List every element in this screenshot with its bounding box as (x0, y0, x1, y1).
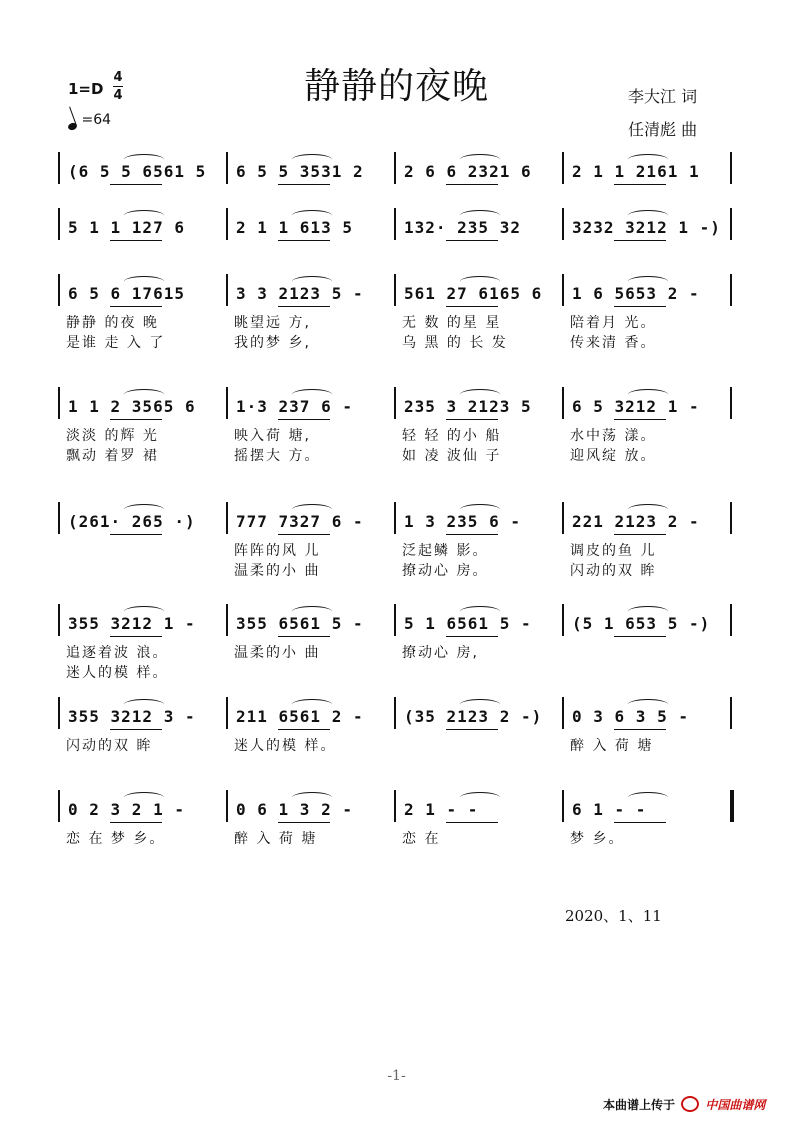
barline (562, 697, 564, 729)
slur-arc (124, 504, 164, 515)
beam-line (278, 184, 330, 185)
slur-arc (124, 210, 164, 221)
notes-row (60, 612, 732, 636)
lyric-text: 迎风绽 放。 (570, 448, 657, 464)
barline (394, 387, 396, 419)
measure: 0 2 3 2 1 - (68, 800, 185, 819)
slur-arc (292, 504, 332, 515)
measure: 777 7327 6 - (236, 512, 364, 531)
tempo-value: 64 (93, 112, 112, 128)
barline (58, 697, 60, 729)
beam-line (278, 636, 330, 637)
beam-line (446, 729, 498, 730)
lyric-text: 调皮的鱼 儿 (570, 543, 657, 559)
barline (562, 604, 564, 636)
slur-arc (628, 276, 668, 287)
lyric-text: 泛起鳞 影。 (402, 543, 489, 559)
slur-arc (460, 699, 500, 710)
lyric-text: 迷人的模 样。 (66, 665, 169, 681)
beam-line (446, 184, 498, 185)
barline (58, 790, 60, 822)
time-signature-top: 4 (113, 70, 123, 85)
slur-arc (124, 699, 164, 710)
measure: 355 6561 5 - (236, 614, 364, 633)
measure: 211 6561 2 - (236, 707, 364, 726)
beam-line (446, 306, 498, 307)
barline (730, 502, 732, 534)
measure: 6 5 6 17615 (68, 284, 185, 303)
notes-row (60, 510, 732, 534)
measure: 1·3 237 6 - (236, 397, 353, 416)
measure: 0 6 1 3 2 - (236, 800, 353, 819)
beam-line (446, 822, 498, 823)
barline (730, 604, 732, 636)
slur-arc (124, 792, 164, 803)
beam-line (278, 822, 330, 823)
lyric-text: 迷人的模 样。 (234, 738, 337, 754)
slur-arc (628, 154, 668, 165)
upload-label: 本曲谱上传于 (603, 1098, 676, 1112)
beam-line (278, 534, 330, 535)
lyric-text: 无 数 的星 星 (402, 315, 502, 331)
barline (226, 274, 228, 306)
composer-credit: 任清彪 曲 (628, 120, 698, 139)
notes-row (60, 160, 732, 184)
upload-credit (603, 1096, 765, 1113)
slur-arc (460, 504, 500, 515)
slur-arc (124, 606, 164, 617)
beam-line (614, 822, 666, 823)
beam-line (110, 240, 162, 241)
slur-arc (292, 154, 332, 165)
lyric-text: 静静 的夜 晚 (66, 315, 159, 331)
measure: 2 1 1 2161 1 (572, 162, 700, 181)
lyric-text: 梦 乡。 (570, 831, 625, 847)
slur-arc (292, 792, 332, 803)
beam-line (278, 306, 330, 307)
lyric-text: 是谁 走 入 了 (66, 335, 166, 351)
measure: 6 5 5 3531 2 (236, 162, 364, 181)
tempo-marking (68, 112, 111, 130)
lyric-text: 撩动心 房。 (402, 563, 489, 579)
lyric-text: 轻 轻 的小 船 (402, 428, 502, 444)
lyric-text: 醉 入 荷 塘 (570, 738, 654, 754)
slur-arc (628, 389, 668, 400)
barline (562, 152, 564, 184)
slur-arc (460, 210, 500, 221)
song-title: 静静的夜晚 (303, 66, 489, 107)
slur-arc (460, 154, 500, 165)
lyric-text: 阵阵的风 儿 (234, 543, 321, 559)
lyric-text: 恋 在 梦 乡。 (66, 831, 166, 847)
lyric-text: 水中荡 漾。 (570, 428, 657, 444)
measure: 5 1 6561 5 - (404, 614, 532, 633)
barline (730, 274, 732, 306)
measure: 355 3212 3 - (68, 707, 196, 726)
measure: (6 5 5 6561 5 (68, 162, 207, 181)
beam-line (446, 534, 498, 535)
beam-line (110, 729, 162, 730)
time-signature-bottom: 4 (113, 88, 123, 103)
measure: 221 2123 2 - (572, 512, 700, 531)
beam-line (110, 419, 162, 420)
slur-arc (292, 606, 332, 617)
barline (394, 208, 396, 240)
measure: 3 3 2123 5 - (236, 284, 364, 303)
barline (562, 208, 564, 240)
lyric-text: 传来清 香。 (570, 335, 657, 351)
lyric-text: 眺望远 方, (234, 315, 311, 331)
measure: 2 1 1 613 5 (236, 218, 353, 237)
measure: 132· 235 32 (404, 218, 521, 237)
site-logo-icon (681, 1096, 699, 1112)
beam-line (278, 729, 330, 730)
beam-line (110, 184, 162, 185)
date-stamp: 2020、1、11 (565, 907, 662, 925)
notes-row (60, 282, 732, 306)
barline (226, 604, 228, 636)
slur-arc (292, 276, 332, 287)
measure: 355 3212 1 - (68, 614, 196, 633)
beam-line (614, 729, 666, 730)
measure: 5 1 1 127 6 (68, 218, 185, 237)
slur-arc (628, 504, 668, 515)
time-signature (113, 70, 123, 103)
site-name: 中国曲谱网 (705, 1098, 766, 1112)
barline (226, 502, 228, 534)
lyric-text: 陪着月 光。 (570, 315, 657, 331)
beam-line (614, 184, 666, 185)
key-signature: 1=D (68, 80, 104, 98)
slur-arc (292, 699, 332, 710)
slur-arc (628, 606, 668, 617)
beam-line (446, 240, 498, 241)
slur-arc (124, 276, 164, 287)
lyric-text: 撩动心 房, (402, 645, 479, 661)
slur-arc (124, 154, 164, 165)
slur-arc (460, 389, 500, 400)
beam-line (614, 419, 666, 420)
beam-line (614, 306, 666, 307)
barline (226, 790, 228, 822)
beam-line (614, 534, 666, 535)
slur-arc (292, 210, 332, 221)
barline (226, 152, 228, 184)
tempo-equals: = (81, 112, 94, 128)
lyric-text: 飘动 着罗 裙 (66, 448, 159, 464)
quarter-note-icon (67, 122, 78, 132)
lyric-text: 淡淡 的辉 光 (66, 428, 159, 444)
measure: 1 3 235 6 - (404, 512, 521, 531)
notes-row (60, 216, 732, 240)
barline (394, 274, 396, 306)
barline (58, 274, 60, 306)
beam-line (446, 636, 498, 637)
measure: (261· 265 ·) (68, 512, 196, 531)
lyric-text: 温柔的小 曲 (234, 563, 321, 579)
lyric-text: 闪动的双 眸 (66, 738, 153, 754)
barline (394, 152, 396, 184)
measure: 1 1 2 3565 6 (68, 397, 196, 416)
lyric-text: 追逐着波 浪。 (66, 645, 169, 661)
measure: 1 6 5653 2 - (572, 284, 700, 303)
lyric-text: 摇摆大 方。 (234, 448, 321, 464)
slur-arc (292, 389, 332, 400)
measure: (5 1 653 5 -) (572, 614, 711, 633)
measure: 235 3 2123 5 (404, 397, 532, 416)
slur-arc (628, 210, 668, 221)
barline (394, 502, 396, 534)
lyric-text: 醉 入 荷 塘 (234, 831, 318, 847)
notes-row (60, 395, 732, 419)
slur-arc (628, 792, 668, 803)
barline (394, 790, 396, 822)
measure: 6 1 - - (572, 800, 647, 819)
beam-line (446, 419, 498, 420)
slur-arc (628, 699, 668, 710)
slur-arc (124, 389, 164, 400)
barline (394, 697, 396, 729)
beam-line (110, 822, 162, 823)
measure: 2 1 - - (404, 800, 479, 819)
barline (226, 697, 228, 729)
beam-line (278, 240, 330, 241)
time-signature-divider (113, 86, 123, 87)
barline (226, 208, 228, 240)
measure: 3232 3212 1 -) (572, 218, 721, 237)
barline (730, 208, 732, 240)
beam-line (614, 240, 666, 241)
beam-line (110, 636, 162, 637)
barline (58, 152, 60, 184)
measure: 561 27 6165 6 (404, 284, 543, 303)
measure: 6 5 3212 1 - (572, 397, 700, 416)
lyric-text: 我的梦 乡, (234, 335, 311, 351)
lyric-text: 闪动的双 眸 (570, 563, 657, 579)
barline (730, 697, 732, 729)
slur-arc (460, 276, 500, 287)
barline (58, 502, 60, 534)
measure: 2 6 6 2321 6 (404, 162, 532, 181)
beam-line (110, 534, 162, 535)
barline (58, 604, 60, 636)
lyricist-credit: 李大江 词 (628, 87, 698, 106)
notes-row (60, 705, 732, 729)
measure: 0 3 6 3 5 - (572, 707, 689, 726)
slur-arc (460, 792, 500, 803)
lyric-text: 如 凌 波仙 子 (402, 448, 502, 464)
barline (730, 790, 734, 822)
notes-row (60, 798, 732, 822)
barline (562, 790, 564, 822)
barline (562, 274, 564, 306)
page-number: -1- (387, 1068, 406, 1084)
barline (226, 387, 228, 419)
beam-line (278, 419, 330, 420)
barline (730, 152, 732, 184)
beam-line (614, 636, 666, 637)
barline (58, 208, 60, 240)
beam-line (110, 306, 162, 307)
lyric-text: 映入荷 塘, (234, 428, 311, 444)
lyric-text: 恋 在 (402, 831, 441, 847)
barline (58, 387, 60, 419)
measure: (35 2123 2 -) (404, 707, 543, 726)
lyric-text: 乌 黑 的 长 发 (402, 335, 508, 351)
barline (730, 387, 732, 419)
barline (562, 502, 564, 534)
barline (394, 604, 396, 636)
slur-arc (460, 606, 500, 617)
barline (562, 387, 564, 419)
lyric-text: 温柔的小 曲 (234, 645, 321, 661)
